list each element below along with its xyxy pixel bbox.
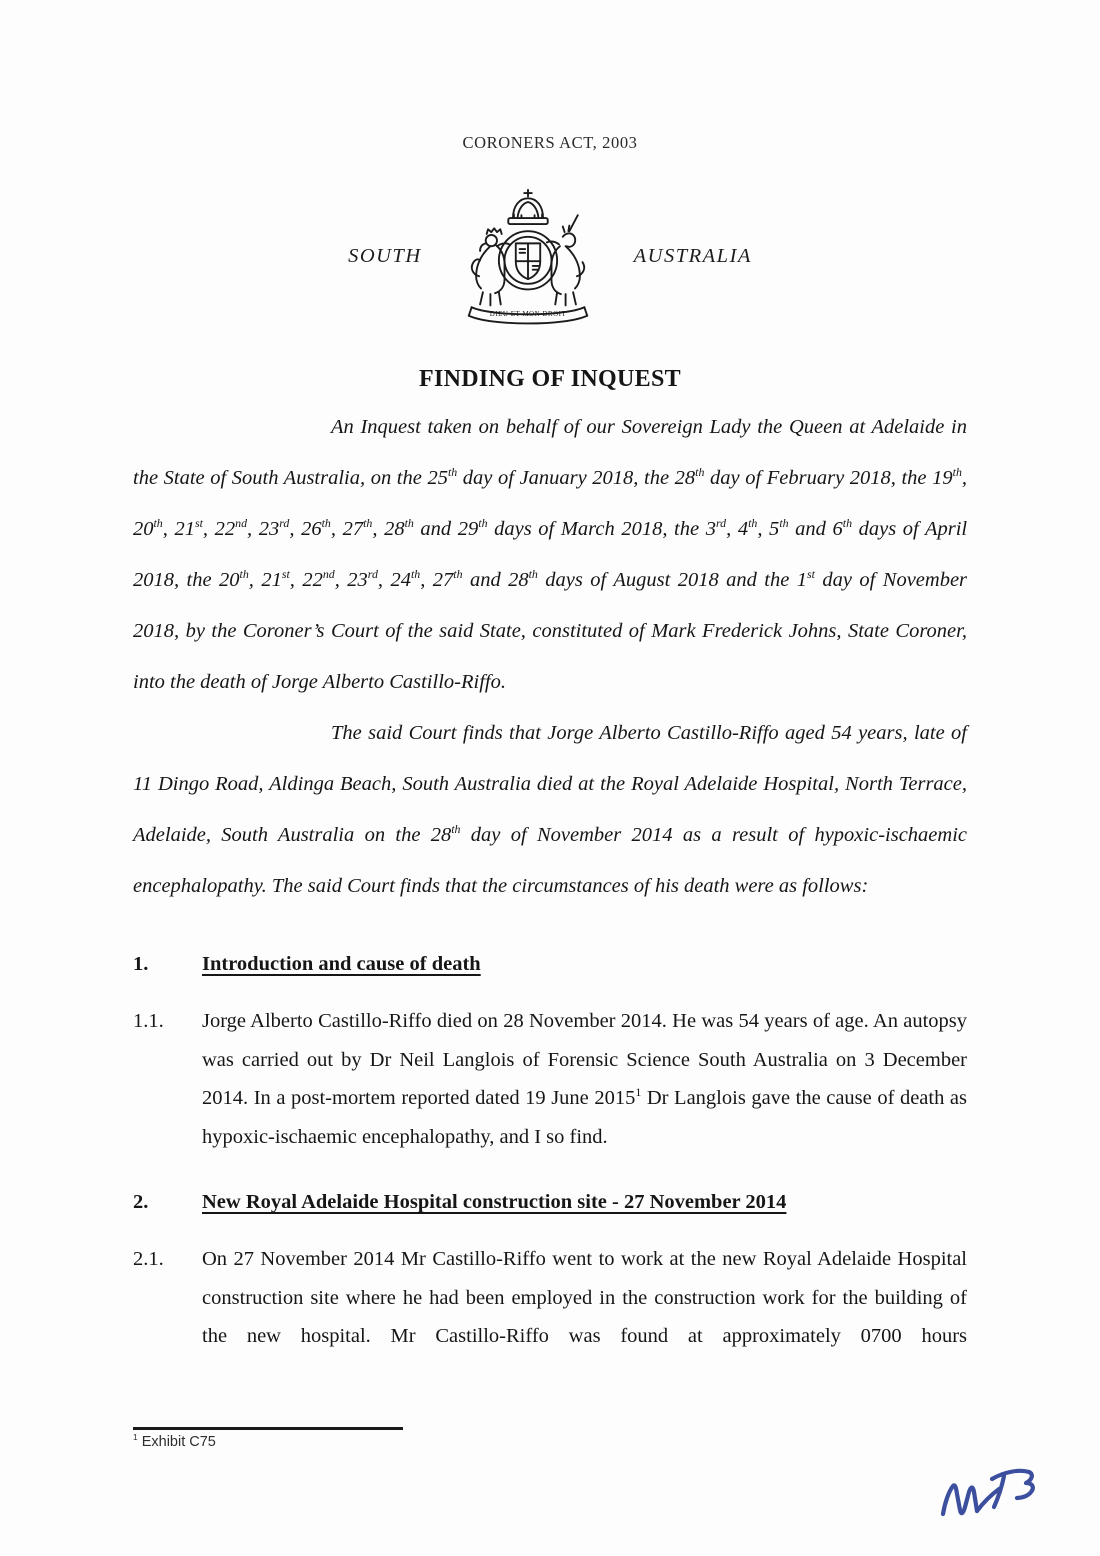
paragraph-text: Jorge Alberto Castillo-Riffo died on 28 November 2014. He was 54 years of age. An autopsy was carried out by Dr Neil Langlois of Forensic Science South Australia on 3 December 2014. In a post-mortem reported dated 19 June 2015$^1$ Dr Langlois gave the cause of death as hypoxic-ischaemic encephalopathy, and I so find. [202, 1010, 967, 1148]
royal-coat-of-arms-icon [448, 187, 608, 327]
section-heading-text: New Royal Adelaide Hospital construction site - 27 November 2014 [202, 1191, 787, 1213]
act-title: CORONERS ACT, 2003 [462, 133, 638, 152]
paragraph-2-1 [133, 1240, 967, 1356]
footnote-text [133, 1431, 403, 1450]
paragraph-text: On 27 November 2014 Mr Castillo-Riffo went to work at the new Royal Adelaide Hospital construction site where he had been employed in the construction work for the building of the new hospital. Mr Castillo-Riffo was found at approximately 0700 hours [202, 1248, 967, 1347]
page-title: FINDING OF INQUEST [419, 366, 681, 392]
footnote-label: Exhibit C75 [141, 1433, 216, 1450]
section-heading-1 [133, 950, 967, 978]
state-label-south: SOUTH [348, 245, 422, 267]
section-heading-text: Introduction and cause of death [202, 953, 481, 975]
footnote-rule [133, 1427, 403, 1430]
preamble-paragraph-1: An Inquest taken on behalf of our Sovereign Lady the Queen at Adelaide in the State of South Australia, on the 25th day of January 2018, the 28th day of February 2018, the 19th, 20th, 21st, 22nd, 23rd, 26th, 27th, 28th and 29th days of March 2018, the 3rd, 4th, 5th and 6th days of April 2018, the 20th, 21st, 22nd, 23rd, 24th, 27th and 28th days of August 2018 and the 1st day of November 2018, by the Coroner’s Court of the said State, constituted of Mark Frederick Johns, State Coroner, into the death of Jorge Alberto Castillo-Riffo. [133, 416, 968, 693]
section-number: 1. [133, 953, 149, 975]
state-label-australia: AUSTRALIA [633, 245, 752, 267]
preamble-paragraph-2: The said Court finds that Jorge Alberto Castillo-Riffo aged 54 years, late of 11 Dingo Road, Aldinga Beach, South Australia died at the Royal Adelaide Hospital, North Terrace, Adelaide, South Australia on the 28th day of November 2014 as a result of hypoxic-ischaemic encephalopathy. The said Court finds that the circumstances of his death were as follows: [133, 722, 967, 897]
paragraph-number: 2.1. [133, 1248, 164, 1270]
paragraph-1-1 [133, 1002, 967, 1156]
paragraph-number: 1.1. [133, 1010, 164, 1032]
signature-initials-icon [936, 1457, 1041, 1523]
footnote [133, 1427, 403, 1450]
section-number: 2. [133, 1191, 149, 1213]
footnote-marker: 1 [133, 1431, 138, 1442]
crest-row [133, 184, 967, 329]
section-heading-2 [133, 1188, 967, 1216]
crest-motto: DIEU ET MON DROIT [489, 309, 566, 318]
